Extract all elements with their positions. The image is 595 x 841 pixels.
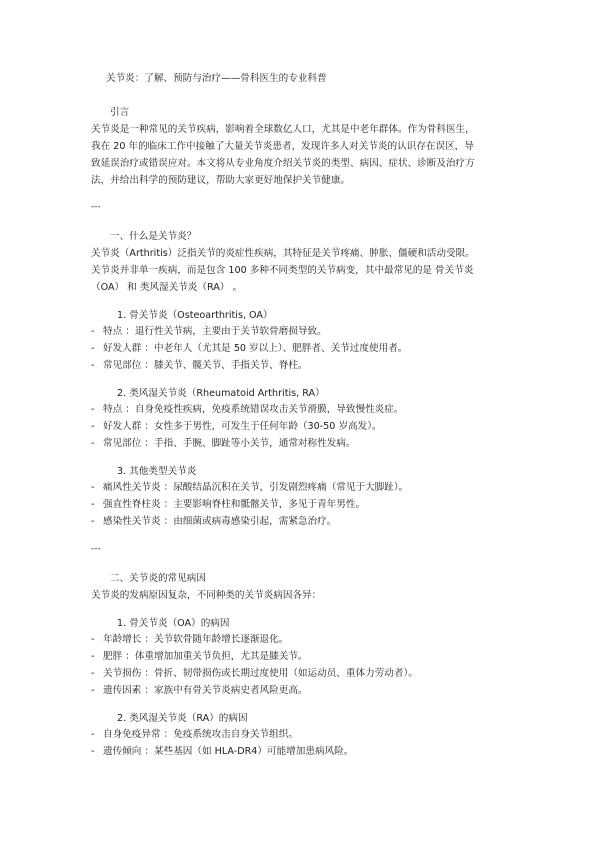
intro-line: 我在 20 年的临床工作中接触了大量关节炎患者，发现许多人对关节炎的认识存在误区，导 [91, 141, 474, 152]
list-item: 遗传倾向 ：某些基因（如 HLA-DR4）可能增加患病风险。 [103, 746, 354, 757]
list-item: 强直性脊柱炎 ：主要影响脊柱和骶髂关节，多见于青年男性。 [103, 499, 366, 510]
bullet: - [91, 668, 95, 679]
section2-ra-heading: 2. 类风湿关节炎（RA）的病因 [117, 713, 248, 724]
bullet: - [91, 360, 95, 371]
bullet: - [91, 499, 95, 510]
section1-line: （OA） 和 类风湿关节炎（RA） 。 [91, 282, 243, 293]
list-item: 好发人群 ：女性多于男性，可发生于任何年龄（30-50 岁高发）。 [103, 421, 382, 432]
bullet: - [91, 421, 95, 432]
list-item: 年龄增长 ：关节软骨随年龄增长逐渐退化。 [103, 634, 289, 645]
section1-heading: 一、什么是关节炎？ [110, 231, 197, 242]
page-title: 关节炎：了解、预防与治疗——骨科医生的专业科普 [106, 73, 327, 84]
bullet: - [91, 634, 95, 645]
intro-heading: 引言 [110, 107, 130, 118]
separator: --- [91, 544, 101, 554]
bullet: - [91, 746, 95, 757]
list-item: 常见部位 ：膝关节、髋关节、手指关节、脊柱。 [103, 360, 308, 371]
separator: --- [91, 202, 101, 212]
intro-line: 致延误治疗或错误应对。本文将从专业角度介绍关节炎的类型、病因、症状、诊断及治疗方 [91, 158, 475, 169]
section2-intro: 关节炎的发病原因复杂，不同种类的关节炎病因各异： [91, 590, 322, 601]
list-item: 感染性关节炎 ：由细菌或病毒感染引起，需紧急治疗。 [103, 516, 337, 527]
section1-ra-heading: 2. 类风湿关节炎（Rheumatoid Arthritis, RA） [117, 388, 325, 399]
bullet: - [91, 343, 95, 354]
list-item: 特点 ：自身免疫性疾病，免疫系统错误攻击关节滑膜，导致慢性炎症。 [103, 404, 404, 415]
bullet: - [91, 326, 95, 337]
bullet: - [91, 685, 95, 696]
section1-line: 关节炎并非单一疾病，而是包含 100 多种不同类型的关节病变，其中最常见的是 骨关节炎 [91, 265, 474, 276]
section1-line: 关节炎（Arthritis）泛指关节的炎症性疾病，其特征是关节疼痛、肿胀、僵硬和活动受限。 [91, 248, 475, 259]
list-item: 特点 ：退行性关节病，主要由于关节软骨磨损导致。 [103, 326, 327, 337]
list-item: 肥胖 ：体重增加加重关节负担，尤其是膝关节。 [103, 651, 308, 662]
bullet: - [91, 404, 95, 415]
list-item: 痛风性关节炎 ：尿酸结晶沉积在关节，引发剧烈疼痛（常见于大脚趾）。 [103, 482, 409, 493]
section2-oa-heading: 1. 骨关节炎（OA）的病因 [117, 618, 230, 629]
list-item: 常见部位 ：手指、手腕、脚趾等小关节，通常对称性发病。 [103, 438, 356, 449]
bullet: - [91, 516, 95, 527]
list-item: 自身免疫异常 ：免疫系统攻击自身关节组织。 [103, 729, 298, 740]
bullet: - [91, 482, 95, 493]
bullet: - [91, 438, 95, 449]
intro-line: 法，并给出科学的预防建议，帮助大家更好地保护关节健康。 [91, 175, 351, 186]
bullet: - [91, 729, 95, 740]
list-item: 好发人群 ：中老年人（尤其是 50 岁以上）、肥胖者、关节过度使用者。 [103, 343, 408, 354]
bullet: - [91, 651, 95, 662]
section2-heading: 二、关节炎的常见病因 [110, 573, 206, 584]
section1-oa-heading: 1. 骨关节炎（Osteoarthritis, OA） [117, 310, 273, 321]
section1-other-heading: 3. 其他类型关节炎 [117, 466, 197, 477]
list-item: 关节损伤 ：骨折、韧带损伤或长期过度使用（如运动员、重体力劳动者）。 [103, 668, 418, 679]
intro-line: 关节炎是一种常见的关节疾病，影响着全球数亿人口，尤其是中老年群体。作为骨科医生， [91, 124, 475, 135]
list-item: 遗传因素 ：家族中有骨关节炎病史者风险更高。 [103, 685, 308, 696]
